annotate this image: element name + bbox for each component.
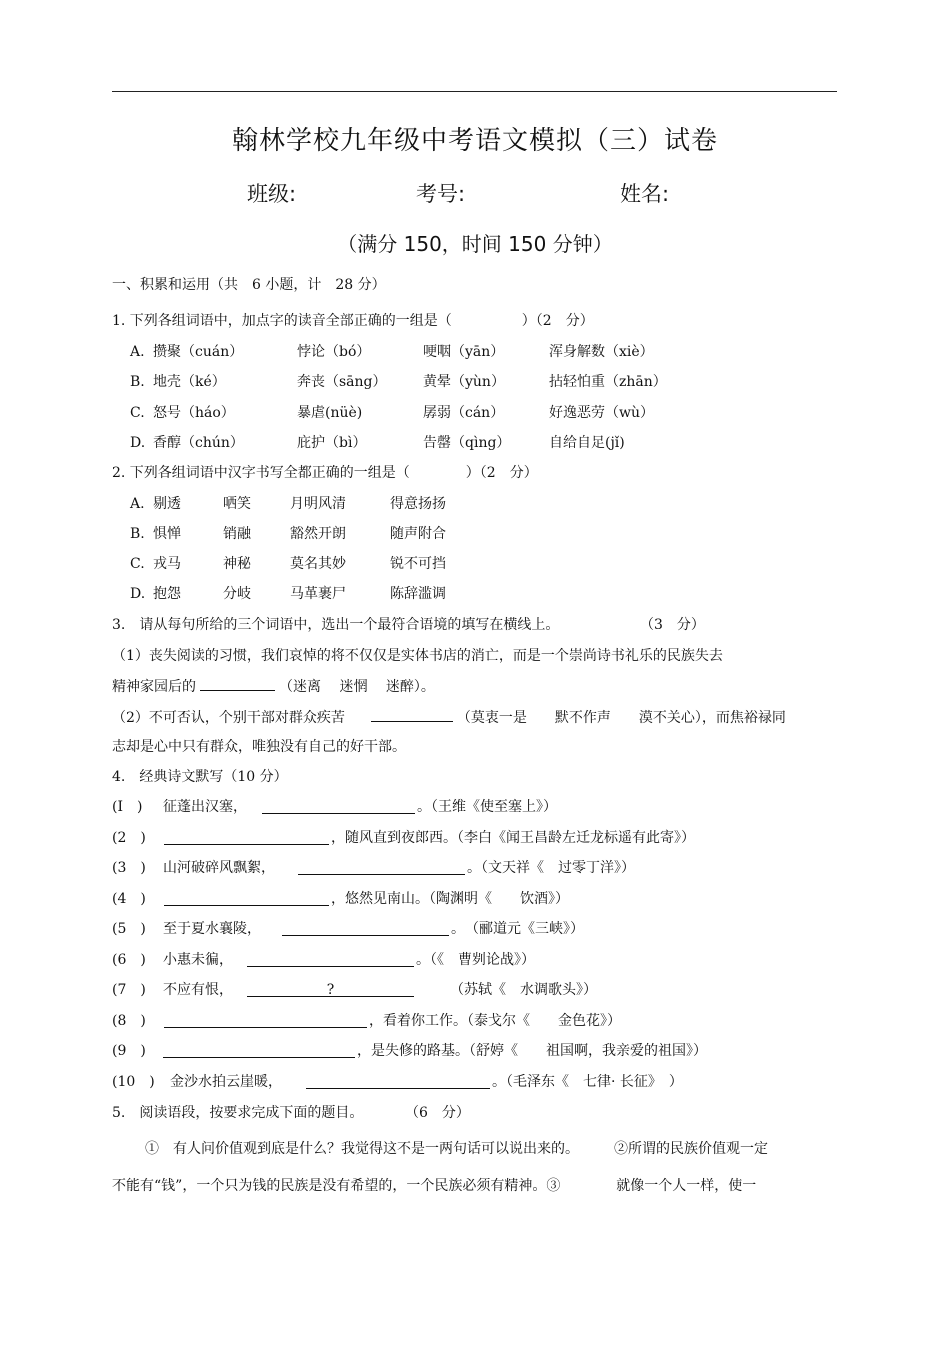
- question-3-stem: 3. 请从每句所给的三个词语中，选出一个最符合语境的填写在横线上。: [112, 617, 560, 633]
- option-word: 攒聚（cuán）: [153, 344, 244, 360]
- option-letter: C.: [130, 405, 145, 421]
- option-word: 拈轻怕重（zhān）: [549, 374, 667, 390]
- passage-line-2: 不能有“钱”，一个只为钱的民族是没有希望的，一个民族必须有精神。③ 就像一个人一样，使一: [112, 1178, 757, 1194]
- option-word: 哂笑: [223, 496, 251, 512]
- question-5-stem: 5. 阅读语段，按要求完成下面的题目。: [112, 1105, 364, 1121]
- verse-source: ，是失修的路基。（舒婷《 祖国啊，我亲爱的祖国》）: [357, 1043, 707, 1059]
- answer-blank: [306, 1072, 490, 1089]
- answer-blank: [298, 858, 465, 875]
- option-letter: A.: [130, 344, 145, 360]
- verse-source: 。（文天祥《 过零丁洋》）: [467, 860, 635, 876]
- option-word: 豁然开朗: [290, 526, 346, 542]
- item-number: (3 ): [112, 860, 146, 876]
- question-3-part1-line1: （1）丧失阅读的习惯，我们哀悼的将不仅仅是实体书店的消亡，而是一个崇尚诗书礼乐的民族失去: [112, 648, 723, 664]
- verse-given: 至于夏水襄陵，: [163, 921, 261, 937]
- exam-number-label: 考号:: [416, 182, 466, 206]
- answer-blank: [164, 1011, 367, 1028]
- item-number: (4 ): [112, 891, 146, 907]
- verse-source: 。（王维《使至塞上》）: [417, 799, 557, 815]
- verse-given: 小惠未徧，: [163, 952, 233, 968]
- option-word: 悖论（bó）: [297, 344, 371, 360]
- option-word: 自给自足(jǐ): [549, 435, 625, 451]
- verse-source: ，随风直到夜郎西。（李白《闻王昌龄左迁龙标遥有此寄》）: [331, 830, 695, 846]
- verse-source: ，悠然见南山。（陶渊明《 饮酒》）: [331, 891, 569, 907]
- item-number: (8 ): [112, 1013, 146, 1029]
- option-letter: D.: [130, 435, 146, 451]
- score-note: （满分 150，时间 150 分钟）: [337, 232, 613, 256]
- option-word: 月明风清: [290, 496, 346, 512]
- option-word: 怒号（háo）: [153, 405, 235, 421]
- answer-blank: ?: [247, 980, 414, 997]
- question-4-stem: 4. 经典诗文默写（10 分）: [112, 769, 288, 785]
- option-word: 孱弱（cán）: [423, 405, 505, 421]
- verse-source: 。（《 曹刿论战》）: [416, 952, 535, 968]
- option-word: 庇护（bì）: [297, 435, 367, 451]
- question-2-stem: 2. 下列各组词语中汉字书写全都正确的一组是（ ）（2 分）: [112, 465, 538, 481]
- answer-blank: [247, 950, 414, 967]
- option-word: 陈辞滥调: [390, 586, 446, 602]
- question-5-points: （6 分）: [405, 1105, 470, 1121]
- class-label: 班级:: [247, 182, 297, 206]
- option-word: 神秘: [223, 556, 251, 572]
- option-word: 得意扬扬: [390, 496, 446, 512]
- option-letter: A.: [130, 496, 145, 512]
- option-word: 好逸恶劳（wù）: [549, 405, 654, 421]
- option-word: 分岐: [223, 586, 251, 602]
- verse-source: （苏轼《 水调歌头》）: [450, 982, 597, 998]
- verse-source: 。（毛泽东《 七律· 长征》 ）: [492, 1074, 683, 1090]
- item-number: (9 ): [112, 1043, 146, 1059]
- item-number: (2 ): [112, 830, 146, 846]
- question-1-stem: 1. 下列各组词语中，加点字的读音全部正确的一组是（ ）（2 分）: [112, 313, 594, 329]
- option-word: 惧惮: [153, 526, 181, 542]
- option-word: 黄晕（yùn）: [423, 374, 505, 390]
- option-word: 暴虐(nüè): [297, 405, 363, 421]
- option-letter: D.: [130, 586, 146, 602]
- verse-given: 金沙水拍云崖暖，: [170, 1074, 282, 1090]
- option-letter: C.: [130, 556, 145, 572]
- verse-given: 山河破碎风飘絮，: [163, 860, 275, 876]
- option-word: 地壳（ké）: [153, 374, 226, 390]
- item-number: (6 ): [112, 952, 146, 968]
- option-word: 莫名其妙: [290, 556, 346, 572]
- option-word: 抱怨: [153, 586, 181, 602]
- page-title: 翰林学校九年级中考语文模拟（三）试卷: [231, 126, 718, 156]
- answer-blank: [164, 828, 329, 845]
- verse-source: ，看着你工作。（泰戈尔《 金色花》）: [369, 1013, 621, 1029]
- option-word: 剔透: [153, 496, 181, 512]
- option-word: 销融: [223, 526, 251, 542]
- verse-given: 征蓬出汉塞，: [163, 799, 247, 815]
- option-word: 戎马: [153, 556, 181, 572]
- section-heading: 一、积累和运用（共 6 小题，计 28 分）: [112, 277, 386, 293]
- question-3-part1-line2: 精神家园后的 （迷离 迷惘 迷醉）。: [112, 676, 435, 697]
- answer-blank: [262, 797, 415, 814]
- option-word: 锐不可挡: [390, 556, 446, 572]
- question-3-part2-line2: 志却是心中只有群众，唯独没有自己的好干部。: [112, 739, 406, 755]
- verse-source: 。 （郦道元《三峡》）: [451, 921, 584, 937]
- option-word: 奔丧（sāng）: [297, 374, 387, 390]
- option-word: 香醇（chún）: [153, 435, 244, 451]
- item-number: (10 ): [112, 1074, 155, 1090]
- option-letter: B.: [130, 374, 145, 390]
- answer-blank: [282, 919, 449, 936]
- option-word: 随声附合: [390, 526, 446, 542]
- option-word: 哽咽（yān）: [423, 344, 505, 360]
- question-3-part2-line1: （2）不可否认，个别干部对群众疾苦 （莫衷一是 默不作声 漠不关心），而焦裕禄同: [112, 707, 786, 728]
- header-rule: [112, 91, 837, 92]
- option-word: 告罄（qìng）: [423, 435, 511, 451]
- answer-blank: [164, 889, 329, 906]
- answer-blank: [163, 1041, 355, 1058]
- question-3-points: （3 分）: [640, 617, 705, 633]
- option-letter: B.: [130, 526, 145, 542]
- verse-given: 不应有恨，: [163, 982, 233, 998]
- item-number: (7 ): [112, 982, 146, 998]
- option-word: 浑身解数（xiè）: [549, 344, 654, 360]
- item-number: (Ⅰ ): [112, 799, 143, 815]
- name-label: 姓名:: [620, 182, 670, 206]
- option-word: 马革裹尸: [290, 586, 346, 602]
- item-number: (5 ): [112, 921, 146, 937]
- passage-line-1: ① 有人问价值观到底是什么？我觉得这不是一两句话可以说出来的。 ②所谓的民族价值观一定: [145, 1141, 768, 1157]
